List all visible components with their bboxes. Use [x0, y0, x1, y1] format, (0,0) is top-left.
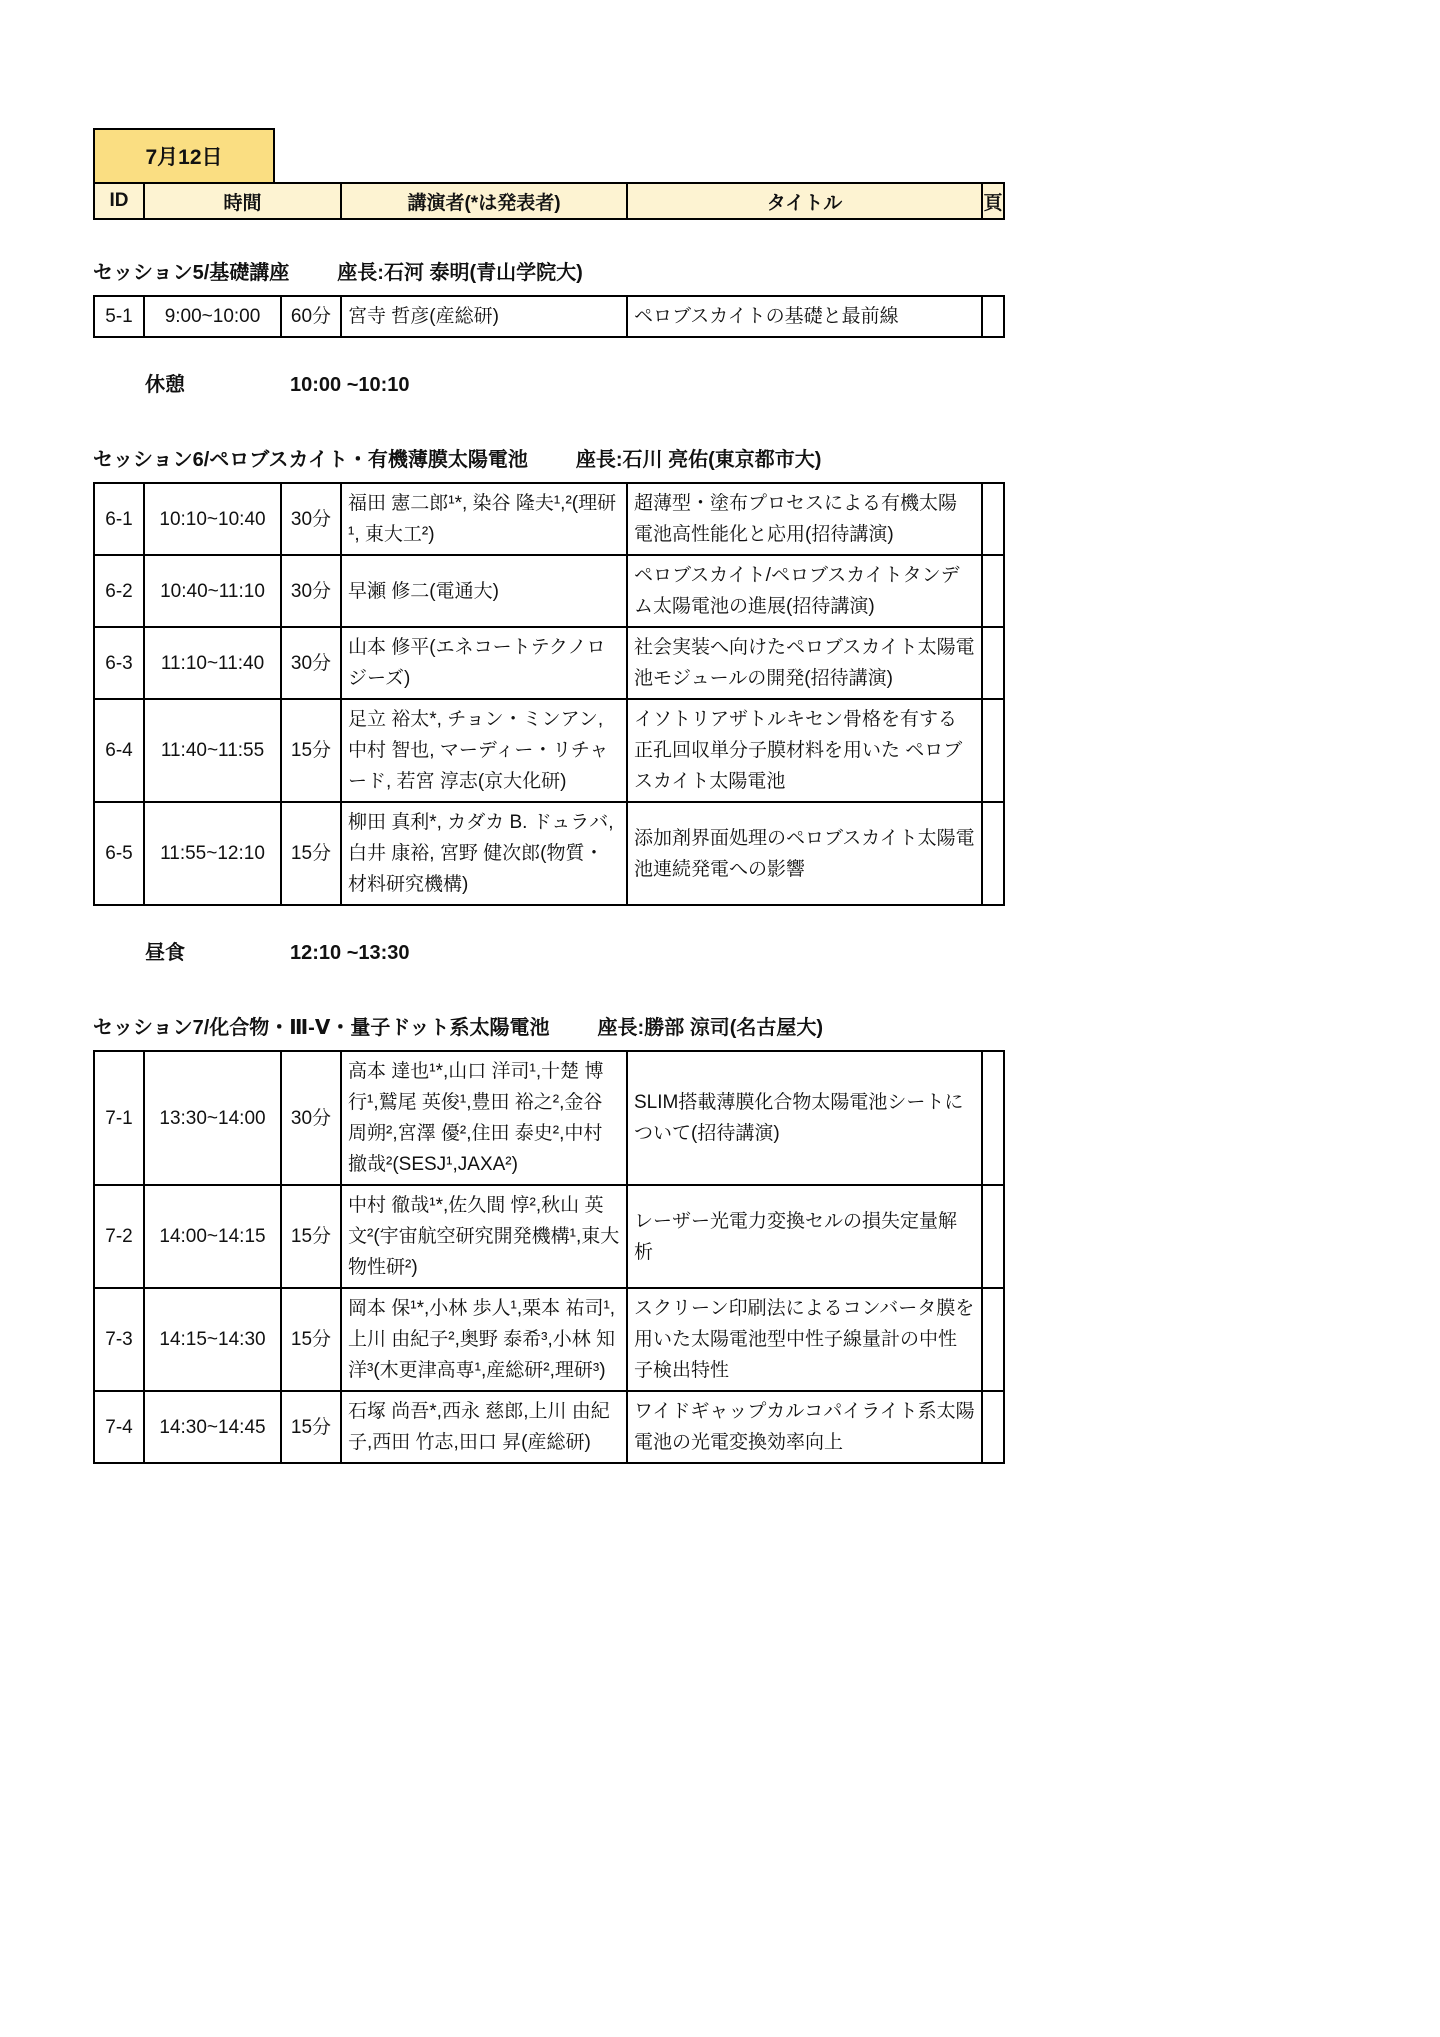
row-duration-cell: 15分 [280, 1289, 340, 1390]
row-id-cell: 7-3 [105, 1329, 133, 1350]
row-speaker-cell: 早瀬 修二(電通大) [340, 556, 626, 626]
row-title-cell: レーザー光電力変換セルの損失定量解析 [626, 1186, 981, 1287]
table-row [95, 1287, 1003, 1390]
row-duration-cell: 60分 [280, 297, 340, 336]
row-speaker-cell: 石塚 尚吾*,西永 慈郎,上川 由紀子,西田 竹志,田口 昇(産総研) [340, 1392, 626, 1462]
row-page-cell [981, 1392, 1003, 1462]
row-time-cell: 10:10~10:40 [143, 484, 280, 554]
table-row [95, 1184, 1003, 1287]
row-time-cell: 11:55~12:10 [143, 803, 280, 904]
table-row [95, 1052, 1003, 1184]
session-title: セッション6/ペロブスカイト・有機薄膜太陽電池 [93, 449, 528, 471]
row-page-cell [981, 556, 1003, 626]
row-speaker-cell: 福田 憲二郎¹*, 染谷 隆夫¹,²(理研¹, 東大工²) [340, 484, 626, 554]
row-duration-cell: 30分 [280, 484, 340, 554]
row-duration-cell: 15分 [280, 803, 340, 904]
table-row [95, 698, 1003, 801]
row-duration-cell: 15分 [280, 700, 340, 801]
row-page-cell [981, 297, 1003, 336]
session-chair: 座長:石川 亮佑(東京都市大) [575, 449, 822, 471]
row-duration-cell: 30分 [280, 556, 340, 626]
table-row [95, 297, 1003, 336]
row-id-cell: 7-4 [105, 1416, 133, 1438]
row-page-cell [981, 1289, 1003, 1390]
row-page-cell [981, 1052, 1003, 1184]
row-duration-cell: 30分 [280, 1052, 340, 1184]
session-block [93, 256, 1440, 338]
date-label: 7月12日 [145, 146, 223, 169]
session-chair: 座長:勝部 涼司(名古屋大) [597, 1017, 824, 1039]
header-speaker: 講演者(*は発表者) [340, 184, 626, 218]
row-time-cell: 14:15~14:30 [143, 1289, 280, 1390]
session-title: セッション7/化合物・Ⅲ-Ⅴ・量子ドット系太陽電池 [93, 1017, 550, 1039]
header-page: 頁 [981, 184, 1003, 218]
row-time-cell: 14:30~14:45 [143, 1392, 280, 1462]
header-time: 時間 [143, 184, 340, 218]
session-heading [93, 256, 1440, 285]
row-speaker-cell: 宮寺 哲彦(産総研) [340, 297, 626, 336]
row-id-cell: 7-1 [105, 1107, 133, 1129]
row-speaker-cell: 高本 達也¹*,山口 洋司¹,十楚 博行¹,鷲尾 英俊¹,豊田 裕之²,金谷 周朔²,宮澤 優²,住田 泰史²,中村 撤哉²(SESJ¹,JAXA²) [340, 1052, 626, 1184]
row-id-cell: 6-2 [105, 580, 133, 602]
row-speaker-cell: 岡本 保¹*,小林 歩人¹,栗本 祐司¹,上川 由紀子²,奥野 泰希³,小林 知洋³(木更津高専¹,産総研²,理研³) [340, 1289, 626, 1390]
row-page-cell [981, 700, 1003, 801]
table-row [95, 801, 1003, 904]
row-time-cell: 10:40~11:10 [143, 556, 280, 626]
row-title-cell: ペロブスカイト/ペロブスカイトタンデム太陽電池の進展(招待講演) [626, 556, 981, 626]
table-row [95, 626, 1003, 698]
break-label: 休憩 [145, 374, 185, 396]
row-title-cell: 超薄型・塗布プロセスによる有機太陽電池高性能化と応用(招待講演) [626, 484, 981, 554]
row-speaker-cell: 柳田 真利*, カダカ B. ドュラバ, 白井 康裕, 宮野 健次郎(物質・材料研究機構) [340, 803, 626, 904]
row-page-cell [981, 1186, 1003, 1287]
session-chair: 座長:石河 泰明(青山学院大) [337, 262, 583, 284]
row-id-cell: 6-5 [105, 843, 133, 864]
table-header-row [93, 182, 1005, 220]
row-speaker-cell: 中村 徹哉¹*,佐久間 惇²,秋山 英文²(宇宙航空研究開発機構¹,東大物性研²) [340, 1186, 626, 1287]
row-speaker-cell: 足立 裕太*, チョン・ミンアン, 中村 智也, マーディー・リチャード, 若宮 淳志(京大化研) [340, 700, 626, 801]
row-id-cell: 5-1 [105, 306, 133, 327]
table-row [95, 484, 1003, 554]
row-id-cell: 6-4 [105, 740, 133, 761]
session-heading [93, 443, 1440, 472]
break-row [93, 936, 1440, 965]
row-page-cell [981, 628, 1003, 698]
session-table [93, 295, 1005, 338]
row-duration-cell: 15分 [280, 1392, 340, 1462]
row-duration-cell: 15分 [280, 1186, 340, 1287]
break-time: 10:00 ~10:10 [290, 374, 410, 396]
session-heading [93, 1011, 1440, 1040]
session-table [93, 1050, 1005, 1464]
row-speaker-cell: 山本 修平(エネコートテクノロジーズ) [340, 628, 626, 698]
row-title-cell: ワイドギャップカルコパイライト系太陽電池の光電変換効率向上 [626, 1392, 981, 1462]
table-row [95, 554, 1003, 626]
row-title-cell: 社会実装へ向けたペロブスカイト太陽電池モジュールの開発(招待講演) [626, 628, 981, 698]
row-time-cell: 11:10~11:40 [143, 628, 280, 698]
row-time-cell: 13:30~14:00 [143, 1052, 280, 1184]
row-time-cell: 11:40~11:55 [143, 700, 280, 801]
row-id-cell: 6-3 [105, 652, 133, 674]
break-row [93, 368, 1440, 397]
row-page-cell [981, 803, 1003, 904]
session-block [93, 443, 1440, 906]
header-title: タイトル [626, 184, 981, 218]
row-title-cell: SLIM搭載薄膜化合物太陽電池シートについて(招待講演) [626, 1052, 981, 1184]
header-id: ID [109, 190, 129, 211]
row-title-cell: スクリーン印刷法によるコンバータ膜を用いた太陽電池型中性子線量計の中性子検出特性 [626, 1289, 981, 1390]
break-time: 12:10 ~13:30 [290, 942, 410, 964]
sections-container [93, 256, 1440, 1464]
date-box [93, 128, 275, 184]
session-title: セッション5/基礎講座 [93, 262, 290, 284]
break-label: 昼食 [145, 942, 185, 964]
row-title-cell: 添加剤界面処理のペロブスカイト太陽電池連続発電への影響 [626, 803, 981, 904]
row-duration-cell: 30分 [280, 628, 340, 698]
session-block [93, 1011, 1440, 1464]
row-id-cell: 7-2 [105, 1226, 133, 1247]
row-title-cell: ペロブスカイトの基礎と最前線 [626, 297, 981, 336]
session-table [93, 482, 1005, 906]
row-time-cell: 14:00~14:15 [143, 1186, 280, 1287]
row-title-cell: イソトリアザトルキセン骨格を有する正孔回収単分子膜材料を用いた ペロブスカイト太陽電池 [626, 700, 981, 801]
row-page-cell [981, 484, 1003, 554]
table-row [95, 1390, 1003, 1462]
row-time-cell: 9:00~10:00 [143, 297, 280, 336]
row-id-cell: 6-1 [105, 508, 133, 530]
